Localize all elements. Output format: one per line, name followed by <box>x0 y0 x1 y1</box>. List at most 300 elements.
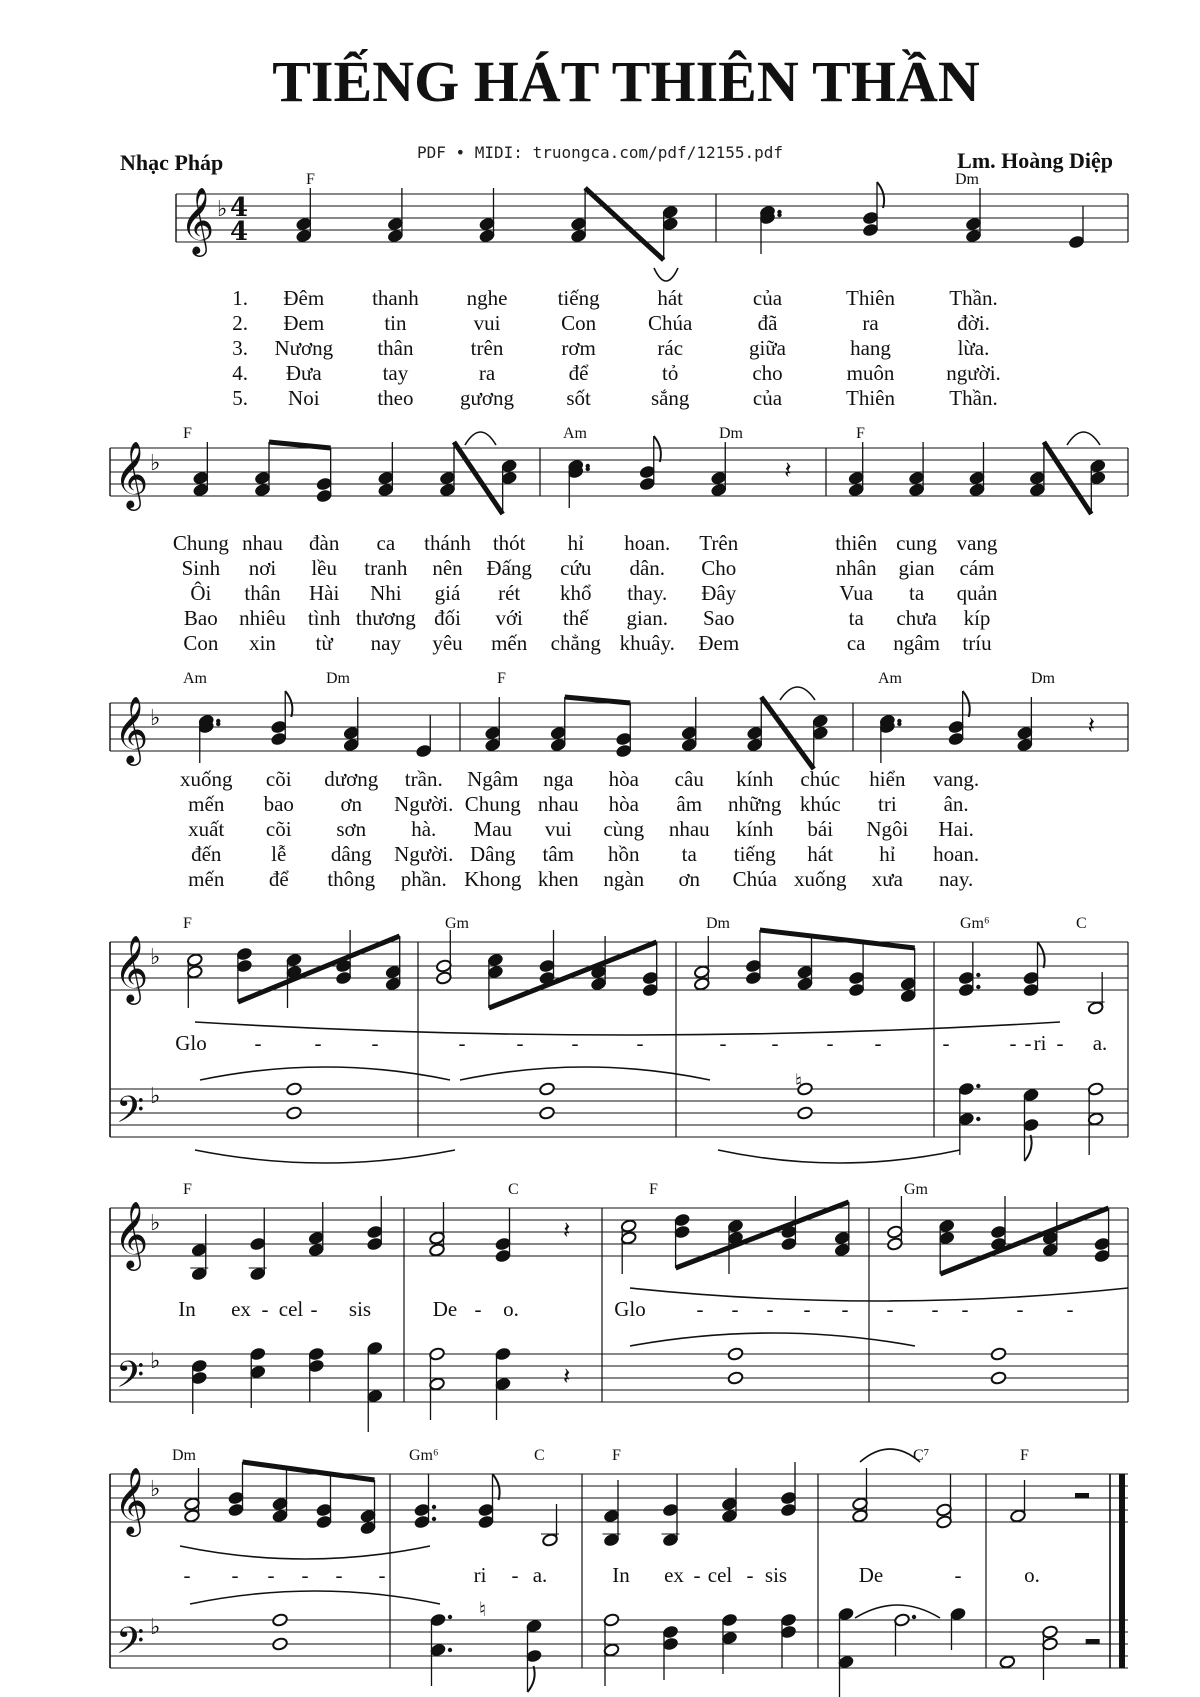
dot <box>976 985 980 989</box>
lyric-syllable: sơn <box>336 817 367 841</box>
lyric-syllable: dương <box>324 767 379 791</box>
notehead <box>539 1082 556 1096</box>
notehead <box>272 1509 289 1523</box>
lyric-syllable: Thần. <box>949 386 998 410</box>
notehead <box>745 959 762 973</box>
notehead <box>316 477 333 491</box>
notehead <box>969 483 986 497</box>
notehead <box>780 1491 797 1505</box>
notehead <box>812 714 829 728</box>
notehead <box>710 471 727 485</box>
beam <box>243 1462 375 1480</box>
notehead <box>615 744 632 758</box>
notehead <box>495 1377 512 1391</box>
notehead <box>228 1503 245 1517</box>
lyric-syllable: ơn <box>678 867 701 891</box>
notehead <box>1042 1243 1059 1257</box>
notehead <box>990 1347 1007 1361</box>
notehead <box>526 1619 543 1633</box>
notehead <box>308 1243 325 1257</box>
staff-system-1 <box>176 194 1128 242</box>
lyric-syllable: yêu <box>432 631 463 655</box>
lyric-syllable: thân <box>377 336 414 360</box>
lyric-syllable: ri <box>473 1563 487 1587</box>
beam <box>676 1202 849 1268</box>
notehead <box>429 1231 446 1245</box>
notehead <box>193 471 210 485</box>
lyric-syllable: vang <box>956 531 998 555</box>
lyric-syllable: kính <box>736 767 774 791</box>
beam <box>489 942 657 1008</box>
lyric-syllable: ex <box>664 1563 684 1587</box>
notehead <box>1010 1509 1027 1523</box>
lyric-syllable: Chung <box>464 792 521 816</box>
lyric-syllable: rơm <box>561 336 596 360</box>
flat-sign: ♭ <box>150 1211 161 1236</box>
notehead <box>316 1515 333 1529</box>
notehead <box>539 1106 556 1120</box>
notehead <box>852 1497 869 1511</box>
dot <box>432 1505 436 1509</box>
notehead <box>414 1503 431 1517</box>
notehead <box>366 1389 383 1403</box>
lyric-syllable: kính <box>736 817 774 841</box>
lyric-syllable: Nhi <box>370 581 402 605</box>
lyric-syllable: - <box>719 1031 727 1055</box>
lyric-syllable: cung <box>896 531 938 555</box>
notehead <box>191 1243 208 1257</box>
notehead <box>900 989 917 1003</box>
notehead <box>1042 1637 1059 1651</box>
lyric-syllable: - <box>458 1031 466 1055</box>
chord-symbol: Am <box>183 670 207 687</box>
lyric-syllable: Trên <box>699 531 739 555</box>
lyric-syllable: - <box>1066 1297 1074 1321</box>
notehead <box>1090 459 1107 473</box>
lyric-syllable: để <box>568 361 589 385</box>
notehead <box>495 1249 512 1263</box>
lyric-syllable: vang. <box>933 767 980 791</box>
notehead <box>958 1082 975 1096</box>
lyric-syllable: rét <box>498 581 521 605</box>
lyric-syllable: lều <box>311 556 337 580</box>
notehead <box>674 1225 691 1239</box>
flat-sign: ♭ <box>150 1084 161 1109</box>
notehead <box>999 1655 1016 1669</box>
notehead <box>662 1637 679 1651</box>
notehead <box>193 483 210 497</box>
lyric-syllable: gian. <box>626 606 668 630</box>
lyric-syllable: - <box>371 1031 379 1055</box>
dot <box>976 973 980 977</box>
notehead <box>727 1347 744 1361</box>
lyric-syllable: hiển <box>869 767 906 791</box>
lyric-syllable: cám <box>959 556 995 580</box>
notehead <box>780 1503 797 1517</box>
notehead <box>479 217 496 231</box>
lyric-syllable: tâm <box>542 842 574 866</box>
lyric-syllable: - <box>1009 1031 1017 1055</box>
lyric-syllable: người. <box>946 361 1001 385</box>
lyric-syllable: hang <box>850 336 891 360</box>
notehead <box>539 959 556 973</box>
notehead <box>727 1219 744 1233</box>
slur <box>654 268 678 281</box>
lyric-syllable: nên <box>432 556 463 580</box>
notehead <box>950 1607 967 1621</box>
time-signature-bottom: 4 <box>230 217 249 247</box>
lyric-syllable: lừa. <box>957 336 990 360</box>
notehead <box>936 1515 953 1529</box>
treble-staff-system-4 <box>110 942 1128 990</box>
notehead <box>745 971 762 985</box>
lyric-syllable: - <box>874 1031 882 1055</box>
treble-clef: 𝄞 <box>114 1200 149 1268</box>
lyric-syllable: Hài <box>309 581 340 605</box>
lyric-syllable: Con <box>561 311 597 335</box>
lyric-syllable: vui <box>473 311 501 335</box>
notehead <box>958 1112 975 1126</box>
lyric-syllable: tin <box>384 311 407 335</box>
notehead <box>838 1655 855 1669</box>
notehead <box>478 1503 495 1517</box>
dot <box>976 1117 980 1121</box>
lyric-syllable: khúc <box>799 792 841 816</box>
dot <box>897 722 901 726</box>
lyric-syllable: ngâm <box>893 631 940 655</box>
lyric-syllable: kíp <box>963 606 991 630</box>
lyric-syllable: của <box>752 386 783 410</box>
notehead <box>710 483 727 497</box>
lyric-syllable: Nương <box>274 336 334 360</box>
chord-symbol: Dm <box>172 1447 196 1464</box>
lyric-syllable: hoan. <box>624 531 671 555</box>
lyric-syllable: Đây <box>701 581 737 605</box>
notehead <box>184 1509 201 1523</box>
chord-symbol: F <box>497 670 506 687</box>
notehead <box>603 1643 620 1657</box>
lyric-syllable: cứu <box>560 556 592 580</box>
lyric-syllable: Chung <box>172 531 229 555</box>
notehead <box>296 217 313 231</box>
slur <box>1067 432 1100 445</box>
beam <box>585 188 664 260</box>
lyric-syllable: của <box>752 286 783 310</box>
lyric-syllable: nơi <box>248 556 277 580</box>
lyric-syllable: hát <box>657 286 684 310</box>
lyric-syllable: - <box>301 1563 309 1587</box>
lyric-syllable: Đưa <box>285 361 322 385</box>
slur <box>860 1449 920 1462</box>
lyric-syllable: Bao <box>183 606 218 630</box>
notehead <box>603 1509 620 1523</box>
notehead <box>495 1347 512 1361</box>
lyric-syllable: dâng <box>330 842 372 866</box>
lyric-syllable: - <box>771 1031 779 1055</box>
verse-number: 5. <box>232 386 248 410</box>
notehead <box>642 971 659 985</box>
flat-sign: ♭ <box>217 197 228 222</box>
notehead <box>662 1625 679 1639</box>
lyric-syllable: với <box>495 606 523 630</box>
lyric-syllable: cel <box>707 1563 733 1587</box>
notehead <box>620 1219 637 1233</box>
notehead <box>430 1613 447 1627</box>
lyric-syllable: mến <box>188 792 225 816</box>
lyric-syllable: In <box>612 1563 630 1587</box>
source-link: PDF • MIDI: truongca.com/pdf/12155.pdf <box>416 143 784 162</box>
notehead <box>236 959 253 973</box>
notehead <box>249 1237 266 1251</box>
lyric-syllable: gương <box>460 386 514 410</box>
chord-symbol: Dm <box>326 670 350 687</box>
lyric-syllable: vui <box>544 817 572 841</box>
notehead <box>721 1613 738 1627</box>
dot <box>448 1615 452 1619</box>
notehead <box>429 1377 446 1391</box>
beam <box>761 697 814 769</box>
chord-symbol: Dm <box>955 171 979 188</box>
lyric-syllable: tri <box>878 792 897 816</box>
lyric-syllable: - <box>696 1297 704 1321</box>
notehead <box>969 471 986 485</box>
lyric-syllable: thay. <box>627 581 668 605</box>
lyric-syllable: - <box>1016 1297 1024 1321</box>
lyric-syllable: hỉ <box>567 531 584 555</box>
lyric-syllable: ca <box>376 531 396 555</box>
lyric-syllable: trên <box>470 336 504 360</box>
notehead <box>272 1637 289 1651</box>
notehead <box>894 1613 911 1627</box>
notehead <box>908 483 925 497</box>
time-signature-top: 4 <box>230 193 249 223</box>
lyric-syllable: tríu <box>962 631 992 655</box>
notehead <box>990 1371 1007 1385</box>
flag <box>1038 942 1045 968</box>
notehead <box>335 971 352 985</box>
lyric-syllable: Ngôi <box>866 817 909 841</box>
lyric-syllable: o. <box>503 1297 519 1321</box>
slur <box>465 432 496 445</box>
lyric-syllable: Đem <box>698 631 740 655</box>
notehead <box>487 965 504 979</box>
lyric-syllable: - <box>474 1297 482 1321</box>
lyric-syllable: In <box>178 1297 196 1321</box>
notehead <box>1094 1237 1111 1251</box>
slur <box>180 1546 430 1559</box>
notehead <box>487 953 504 967</box>
chord-symbol: F <box>183 425 192 442</box>
lyric-syllable: cõi <box>265 767 292 791</box>
notehead <box>908 471 925 485</box>
flat-sign: ♭ <box>150 706 161 731</box>
flag <box>285 691 292 717</box>
lyric-syllable: De <box>858 1563 884 1587</box>
lyric-syllable: nay <box>370 631 401 655</box>
lyric-syllable: cùng <box>603 817 645 841</box>
notehead <box>249 1347 266 1361</box>
flag <box>963 691 970 717</box>
lyric-syllable: xin <box>249 631 276 655</box>
lyric-syllable: tay <box>382 361 409 385</box>
chord-symbol: F <box>183 915 192 932</box>
lyric-syllable: thế <box>562 606 589 630</box>
flat-sign: ♭ <box>150 451 161 476</box>
lyric-syllable: những <box>728 792 782 816</box>
lyric-syllable: lễ <box>271 842 287 866</box>
lyric-syllable: tỏ <box>662 361 679 385</box>
chord-symbol: F <box>649 1181 658 1198</box>
lyric-syllable: Hai. <box>938 817 974 841</box>
flag <box>877 182 884 208</box>
lyric-syllable: đối <box>434 606 461 630</box>
treble-clef: 𝄞 <box>114 695 149 763</box>
notehead <box>681 738 698 752</box>
notehead <box>1029 483 1046 497</box>
lyric-syllable: - <box>693 1563 701 1587</box>
notehead <box>378 483 395 497</box>
lyric-syllable: Dâng <box>470 842 516 866</box>
notehead <box>681 726 698 740</box>
slur <box>718 1150 960 1163</box>
lyric-syllable: hòa <box>608 767 639 791</box>
notehead <box>674 1213 691 1227</box>
lyric-syllable: - <box>335 1563 343 1587</box>
beam <box>940 1208 1108 1274</box>
notehead <box>270 732 287 746</box>
lyric-syllable: Đem <box>283 311 325 335</box>
lyric-syllable: ta <box>681 842 697 866</box>
notehead <box>662 1503 679 1517</box>
chord-symbol: Gm⁶ <box>960 915 990 932</box>
notehead <box>430 1643 447 1657</box>
lyric-syllable: ri <box>1033 1031 1047 1055</box>
notehead <box>1023 983 1040 997</box>
notehead <box>938 1219 955 1233</box>
notehead <box>862 223 879 237</box>
lyric-syllable: tiếng <box>557 286 600 310</box>
lyric-syllable: Chúa <box>732 867 777 891</box>
notehead <box>852 1509 869 1523</box>
lyric-syllable: ngàn <box>603 867 645 891</box>
lyric-syllable: - <box>183 1563 191 1587</box>
lyric-syllable: hỉ <box>879 842 896 866</box>
notehead <box>662 1533 679 1547</box>
lyric-syllable: Người. <box>394 842 454 866</box>
flat-sign: ♭ <box>150 945 161 970</box>
notehead <box>316 1503 333 1517</box>
lyric-syllable: hòa <box>608 792 639 816</box>
notehead <box>436 959 453 973</box>
notehead <box>603 1533 620 1547</box>
lyric-syllable: thiên <box>835 531 878 555</box>
lyric-syllable: Sinh <box>181 556 221 580</box>
flag <box>1025 1135 1032 1161</box>
bass-staff-system-5 <box>110 1354 1128 1402</box>
verse-number: 4. <box>232 361 248 385</box>
lyric-syllable: - <box>766 1297 774 1321</box>
lyric-syllable: hát <box>807 842 834 866</box>
dot <box>912 1615 916 1619</box>
chord-symbol: Gm⁶ <box>409 1447 439 1464</box>
beam <box>238 936 400 1002</box>
notehead <box>343 726 360 740</box>
lyric-syllable: - <box>746 1563 754 1587</box>
lyric-syllable: - <box>886 1297 894 1321</box>
notehead <box>187 965 204 979</box>
notehead <box>343 738 360 752</box>
lyric-syllable: mến <box>188 867 225 891</box>
notehead <box>479 229 496 243</box>
flat-sign: ♭ <box>150 1477 161 1502</box>
lyric-syllable: chẳng <box>550 631 601 655</box>
notehead <box>478 1515 495 1529</box>
lyric-syllable: - <box>954 1563 962 1587</box>
lyric-syllable: Cho <box>701 556 737 580</box>
lyric-syllable: - <box>310 1297 318 1321</box>
notehead <box>781 1237 798 1251</box>
notehead <box>550 726 567 740</box>
notehead <box>590 977 607 991</box>
slur <box>190 1591 440 1604</box>
lyric-syllable: ex <box>231 1297 251 1321</box>
notehead <box>570 229 587 243</box>
beam <box>1044 442 1091 514</box>
natural-sign: ♮ <box>795 1069 803 1093</box>
notehead <box>236 947 253 961</box>
treble-staff-system-6 <box>110 1474 1128 1522</box>
lyric-syllable: nga <box>543 767 574 791</box>
beam <box>269 442 331 448</box>
lyric-syllable: Vua <box>839 581 874 605</box>
notehead <box>286 1082 303 1096</box>
quarter-rest: 𝄽 <box>563 1216 571 1244</box>
lyric-syllable: xưa <box>871 867 903 891</box>
notehead <box>746 738 763 752</box>
lyric-syllable: đời. <box>957 311 990 335</box>
lyric-syllable: khổ <box>560 581 592 605</box>
lyric-syllable: Người. <box>394 792 454 816</box>
lyric-syllable: sốt <box>566 386 591 410</box>
lyric-syllable: ta <box>848 606 864 630</box>
notehead <box>620 1231 637 1245</box>
slur <box>195 1022 1060 1035</box>
lyric-syllable: ra <box>862 311 879 335</box>
lyric-syllable: Đấng <box>486 556 532 580</box>
notehead <box>184 1497 201 1511</box>
lyric-syllable: chưa <box>896 606 937 630</box>
lyric-syllable: sis <box>348 1297 372 1321</box>
lyric-syllable: nhau <box>668 817 710 841</box>
notehead <box>366 1237 383 1251</box>
notehead <box>1087 1112 1104 1126</box>
notehead <box>501 471 518 485</box>
lyric-syllable: rác <box>657 336 684 360</box>
composer-credit: Nhạc Pháp <box>120 150 224 175</box>
lyric-syllable: - <box>511 1563 519 1587</box>
chord-symbol: C <box>508 1181 519 1198</box>
lyric-syllable: thót <box>492 531 526 555</box>
quarter-rest: 𝄽 <box>784 456 792 484</box>
notehead <box>429 1243 446 1257</box>
lyric-syllable: - <box>1024 1031 1032 1055</box>
lyric-syllable: khuây. <box>619 631 675 655</box>
song-title: TIẾNG HÁT THIÊN THẦN <box>272 49 980 114</box>
notehead <box>848 471 865 485</box>
notehead <box>948 720 965 734</box>
lyric-syllable: ơn <box>340 792 363 816</box>
notehead <box>1023 971 1040 985</box>
